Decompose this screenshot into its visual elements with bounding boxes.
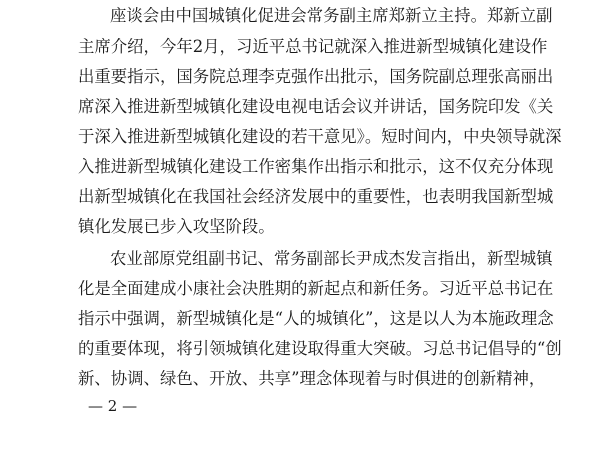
page-number: — 2 — [88, 397, 138, 415]
paragraph-2-line-4: 的重要体现，将引领城镇化建设取得重大突破。习总书记倡导的“创 [78, 339, 562, 358]
paragraph-1-line-7: 出新型城镇化在我国社会经济发展中的重要性，也表明我国新型城 [78, 187, 554, 206]
paragraph-1-line-4: 席深入推进新型城镇化建设电视电话会议并讲话，国务院印发《关 [78, 97, 554, 116]
paragraph-2-line-1: 农业部原党组副书记、常务副部长尹成杰发言指出，新型城镇 [110, 249, 553, 268]
paragraph-1-line-2: 主席介绍，今年2月，习近平总书记就深入推进新型城镇化建设作 [78, 37, 548, 56]
paragraph-1-line-8: 镇化发展已步入攻坚阶段。 [78, 217, 275, 236]
paragraph-1-line-3: 出重要指示，国务院总理李克强作出批示，国务院副总理张高丽出 [78, 67, 554, 86]
paragraph-2-line-2: 化是全面建成小康社会决胜期的新起点和新任务。习近平总书记在 [78, 279, 554, 298]
paragraph-1-line-1: 座谈会由中国城镇化促进会常务副主席郑新立主持。郑新立副 [110, 6, 553, 25]
paragraph-1-line-6: 入推进新型城镇化建设工作密集作出指示和批示，这不仅充分体现 [78, 157, 554, 176]
paragraph-2-line-3: 指示中强调，新型城镇化是“人的城镇化”，这是以人为本施政理念 [78, 309, 554, 328]
paragraph-2-line-5: 新、协调、绿色、开放、共享”理念体现着与时俱进的创新精神， [78, 369, 546, 388]
paragraph-1-line-5: 于深入推进新型城镇化建设的若干意见》。短时间内，中央领导就深 [78, 127, 562, 146]
